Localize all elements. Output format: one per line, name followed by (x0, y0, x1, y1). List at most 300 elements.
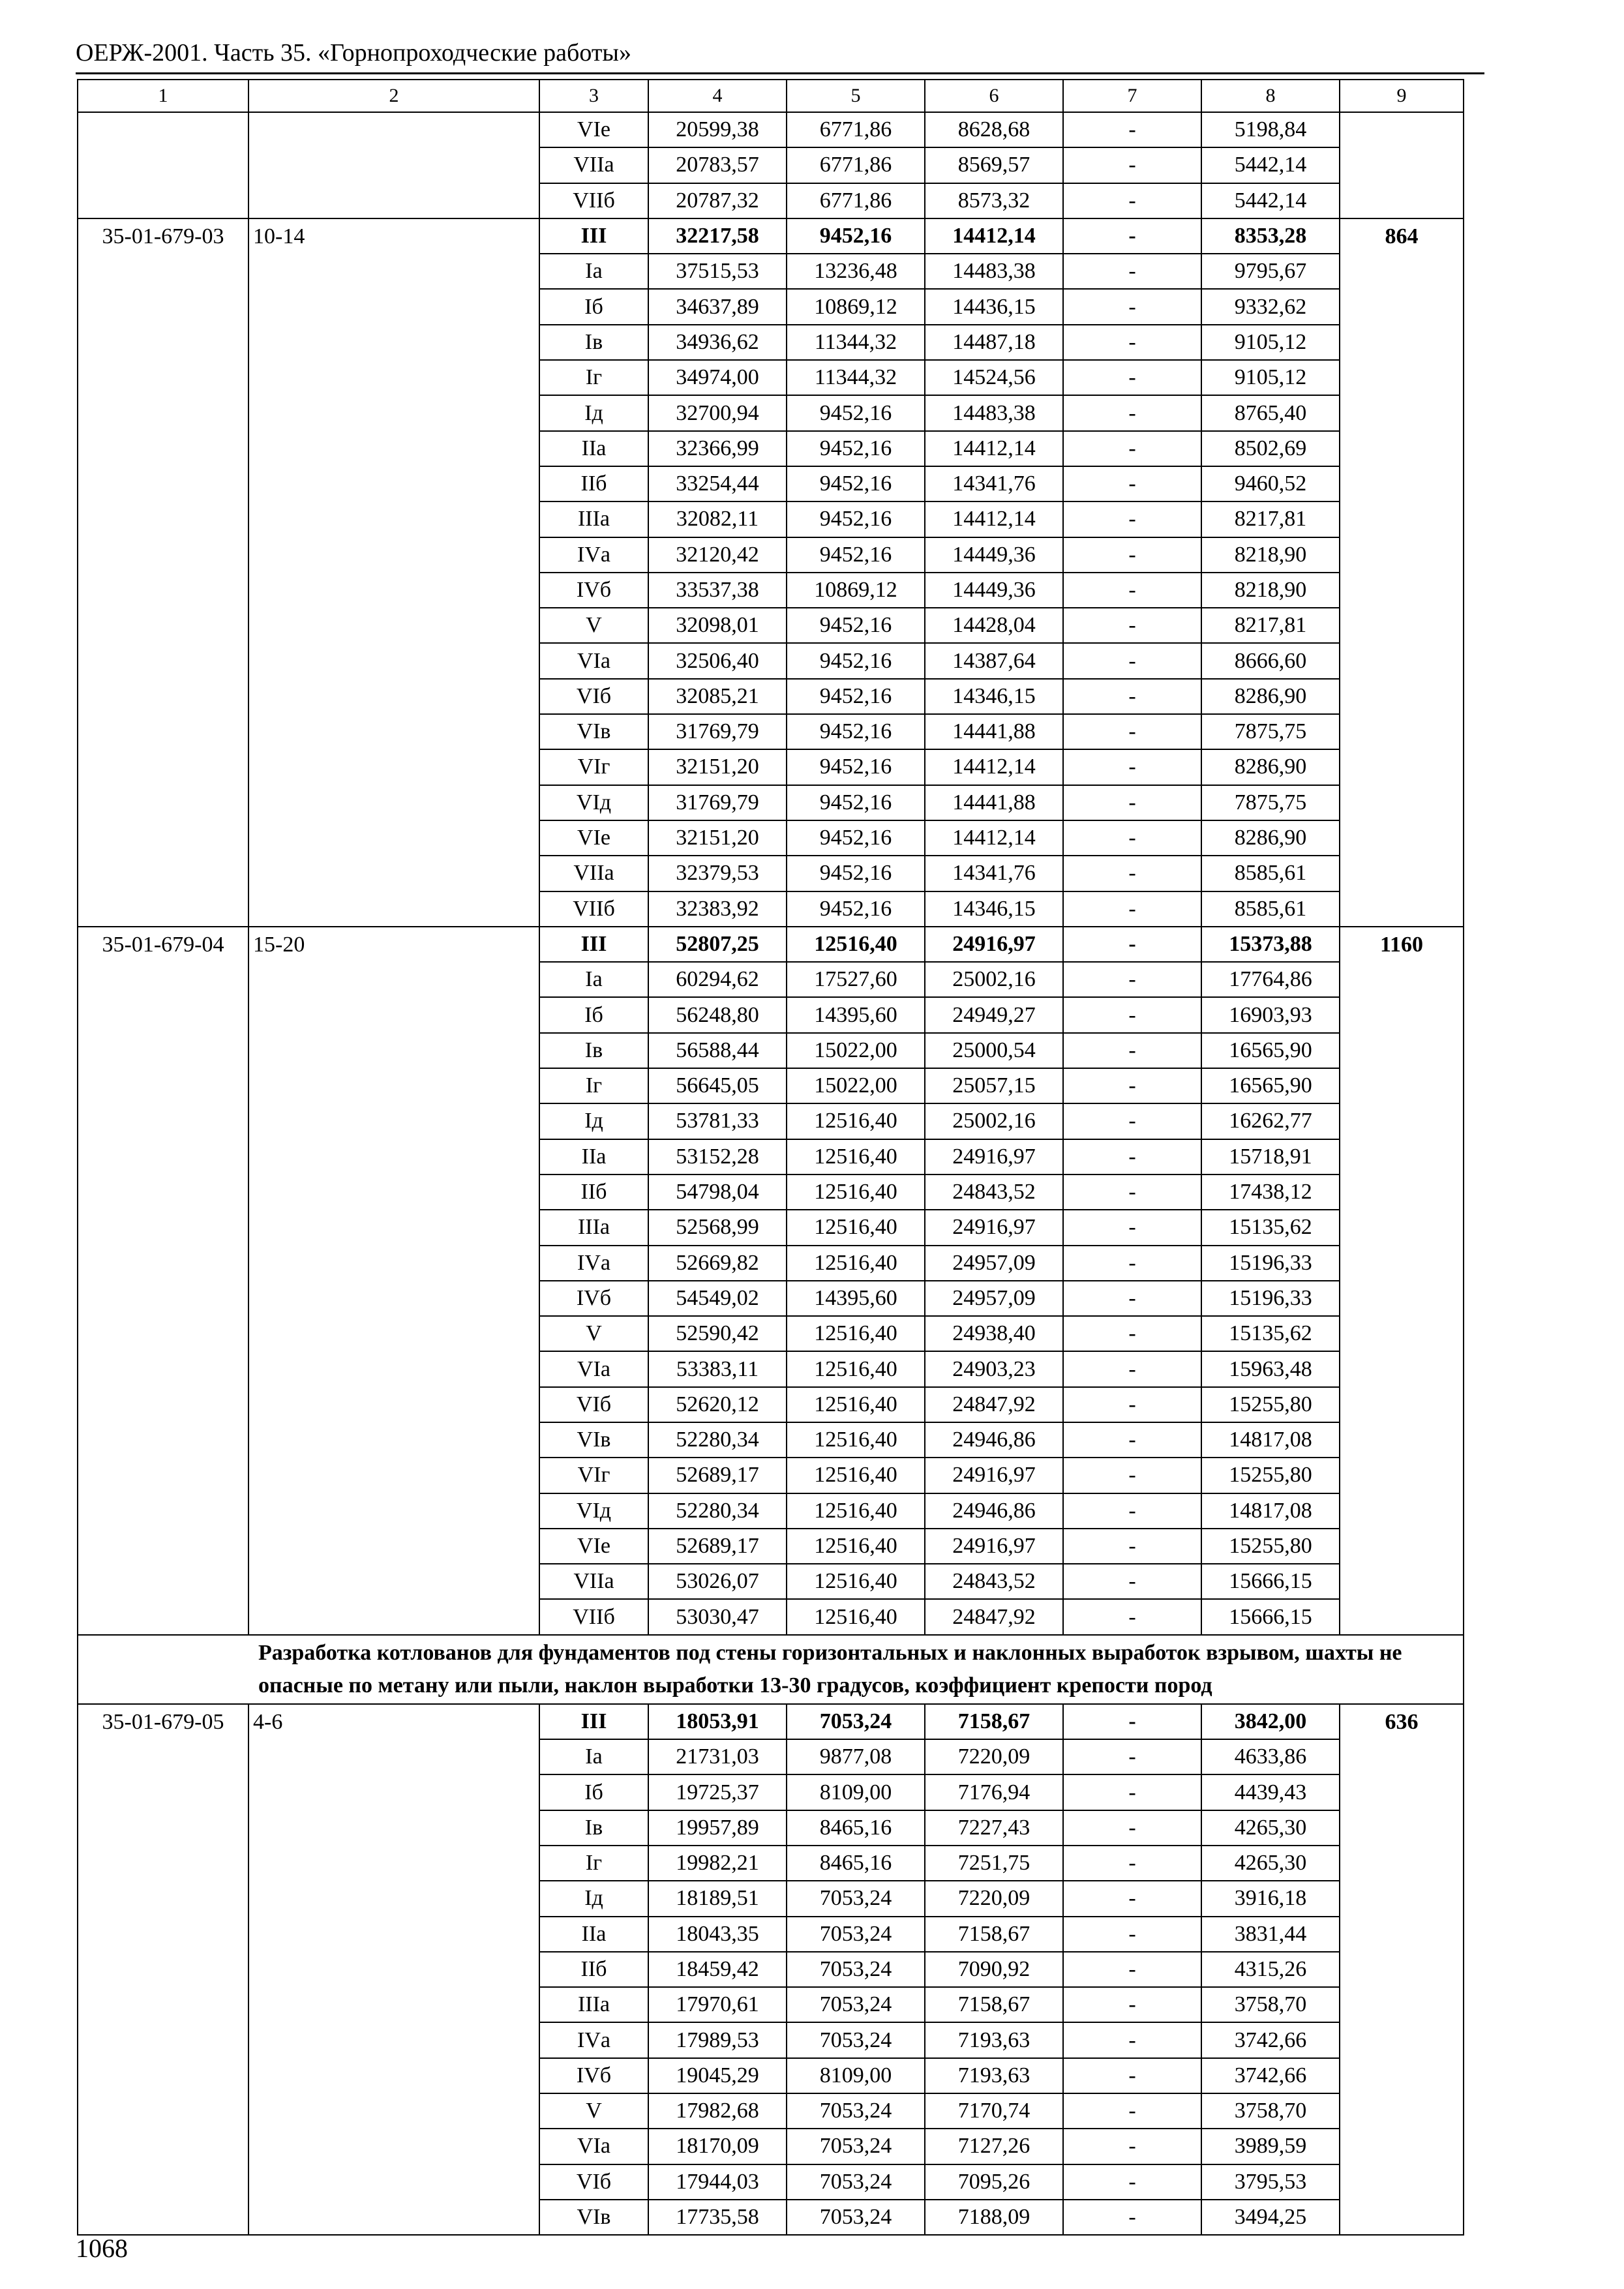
labor-cost-cell: 8465,16 (787, 1846, 925, 1881)
materials-cost-cell: 4265,30 (1201, 1810, 1340, 1846)
materials-cost-cell: 4633,86 (1201, 1739, 1340, 1774)
materials-cost-cell: 3842,00 (1201, 1704, 1340, 1739)
total-cost-cell: 32151,20 (648, 749, 787, 785)
materials-cost-cell: 4439,43 (1201, 1774, 1340, 1810)
driver-cost-cell: - (1063, 1246, 1201, 1281)
materials-cost-cell: 8353,28 (1201, 218, 1340, 254)
machine-cost-cell: 24957,09 (925, 1246, 1063, 1281)
total-cost-cell: 60294,62 (648, 962, 787, 997)
driver-cost-cell: - (1063, 2129, 1201, 2164)
materials-cost-cell: 15255,80 (1201, 1529, 1340, 1564)
total-cost-cell: 31769,79 (648, 714, 787, 749)
labor-cost-cell: 12516,40 (787, 1458, 925, 1493)
materials-cost-cell: 8502,69 (1201, 431, 1340, 466)
labor-cost-cell: 9452,16 (787, 749, 925, 785)
materials-cost-cell: 15666,15 (1201, 1599, 1340, 1634)
machine-cost-cell: 24916,97 (925, 1458, 1063, 1493)
materials-cost-cell: 7875,75 (1201, 714, 1340, 749)
labor-cost-cell: 9452,16 (787, 891, 925, 927)
machine-cost-cell: 7176,94 (925, 1774, 1063, 1810)
total-cost-cell: 17944,03 (648, 2164, 787, 2200)
total-cost-cell: 34936,62 (648, 325, 787, 360)
category-cell: IVб (539, 1281, 648, 1316)
total-cost-cell: 32379,53 (648, 856, 787, 891)
total-cost-cell: 32700,94 (648, 395, 787, 430)
category-cell: Iб (539, 997, 648, 1032)
machine-cost-cell: 7095,26 (925, 2164, 1063, 2200)
materials-cost-cell: 3989,59 (1201, 2129, 1340, 2164)
category-cell: Iд (539, 395, 648, 430)
materials-cost-cell: 9105,12 (1201, 325, 1340, 360)
labor-cost-cell: 6771,86 (787, 147, 925, 183)
category-cell: VIе (539, 1529, 648, 1564)
materials-cost-cell: 9795,67 (1201, 254, 1340, 289)
machine-cost-cell: 24916,97 (925, 1139, 1063, 1174)
category-cell: IIа (539, 431, 648, 466)
driver-cost-cell: - (1063, 1493, 1201, 1529)
machine-cost-cell: 7127,26 (925, 2129, 1063, 2164)
labor-cost-cell: 9452,16 (787, 537, 925, 573)
total-cost-cell: 52280,34 (648, 1493, 787, 1529)
machine-cost-cell: 14524,56 (925, 360, 1063, 395)
category-cell: VIIб (539, 183, 648, 218)
total-cost-cell: 20787,32 (648, 183, 787, 218)
machine-cost-cell: 14436,15 (925, 289, 1063, 324)
category-cell: IVб (539, 2058, 648, 2093)
driver-cost-cell: - (1063, 147, 1201, 183)
materials-cost-cell: 3758,70 (1201, 2093, 1340, 2129)
driver-cost-cell: - (1063, 679, 1201, 714)
category-cell: IIIа (539, 1987, 648, 2022)
driver-cost-cell: - (1063, 1529, 1201, 1564)
category-cell: VIIб (539, 891, 648, 927)
machine-cost-cell: 14346,15 (925, 679, 1063, 714)
machine-cost-cell: 14387,64 (925, 643, 1063, 678)
driver-cost-cell: - (1063, 466, 1201, 501)
labor-cost-cell: 15022,00 (787, 1068, 925, 1103)
machine-cost-cell: 7188,09 (925, 2200, 1063, 2235)
labor-cost-cell: 6771,86 (787, 183, 925, 218)
table-row (78, 927, 1464, 962)
machine-cost-cell: 14341,76 (925, 466, 1063, 501)
labor-cost-cell: 7053,24 (787, 1881, 925, 1916)
category-cell: III (539, 218, 648, 254)
materials-cost-cell: 8217,81 (1201, 608, 1340, 643)
driver-cost-cell: - (1063, 395, 1201, 430)
machine-cost-cell: 24843,52 (925, 1564, 1063, 1599)
total-cost-cell: 34637,89 (648, 289, 787, 324)
total-cost-cell: 32082,11 (648, 501, 787, 537)
machine-cost-cell: 25057,15 (925, 1068, 1063, 1103)
labor-cost-cell: 9877,08 (787, 1739, 925, 1774)
column9-cell: 864 (1340, 218, 1464, 927)
page-number: 1068 (76, 2234, 128, 2263)
category-cell: Iа (539, 962, 648, 997)
machine-cost-cell: 24916,97 (925, 1529, 1063, 1564)
materials-cost-cell: 14817,08 (1201, 1422, 1340, 1458)
driver-cost-cell: - (1063, 785, 1201, 820)
machine-cost-cell: 14412,14 (925, 218, 1063, 254)
materials-cost-cell: 3742,66 (1201, 2022, 1340, 2057)
category-cell: IIб (539, 1174, 648, 1210)
machine-cost-cell: 7193,63 (925, 2022, 1063, 2057)
range-cell: 15-20 (248, 927, 539, 1635)
labor-cost-cell: 10869,12 (787, 573, 925, 608)
materials-cost-cell: 15963,48 (1201, 1351, 1340, 1386)
total-cost-cell: 20783,57 (648, 147, 787, 183)
category-cell: IVа (539, 2022, 648, 2057)
materials-cost-cell: 3494,25 (1201, 2200, 1340, 2235)
category-cell: V (539, 1316, 648, 1351)
machine-cost-cell: 24946,86 (925, 1422, 1063, 1458)
category-cell: IIIа (539, 1210, 648, 1245)
category-cell: IIб (539, 1952, 648, 1987)
machine-cost-cell: 14412,14 (925, 820, 1063, 856)
total-cost-cell: 19982,21 (648, 1846, 787, 1881)
category-cell: Iв (539, 325, 648, 360)
column9-cell: 636 (1340, 1704, 1464, 2235)
category-cell: Iд (539, 1103, 648, 1139)
materials-cost-cell: 16565,90 (1201, 1033, 1340, 1068)
category-cell: VIг (539, 1458, 648, 1493)
driver-cost-cell: - (1063, 1952, 1201, 1987)
total-cost-cell: 52590,42 (648, 1316, 787, 1351)
total-cost-cell: 33537,38 (648, 573, 787, 608)
rate-code-cell: 35-01-679-04 (78, 927, 248, 1635)
total-cost-cell: 19957,89 (648, 1810, 787, 1846)
labor-cost-cell: 12516,40 (787, 1174, 925, 1210)
driver-cost-cell: - (1063, 749, 1201, 785)
rate-code-cell: 35-01-679-03 (78, 218, 248, 927)
driver-cost-cell: - (1063, 643, 1201, 678)
materials-cost-cell: 8286,90 (1201, 679, 1340, 714)
driver-cost-cell: - (1063, 1704, 1201, 1739)
category-cell: V (539, 2093, 648, 2129)
labor-cost-cell: 12516,40 (787, 1103, 925, 1139)
category-cell: Iг (539, 1846, 648, 1881)
materials-cost-cell: 8286,90 (1201, 749, 1340, 785)
category-cell: IVб (539, 573, 648, 608)
range-cell: 10-14 (248, 218, 539, 927)
total-cost-cell: 32383,92 (648, 891, 787, 927)
materials-cost-cell: 17438,12 (1201, 1174, 1340, 1210)
driver-cost-cell: - (1063, 1210, 1201, 1245)
labor-cost-cell: 15022,00 (787, 1033, 925, 1068)
materials-cost-cell: 8218,90 (1201, 573, 1340, 608)
machine-cost-cell: 14412,14 (925, 501, 1063, 537)
table-row (78, 218, 1464, 254)
category-cell: Iа (539, 1739, 648, 1774)
category-cell: VIIа (539, 147, 648, 183)
category-cell: IIIа (539, 501, 648, 537)
range-cell (248, 112, 539, 218)
materials-cost-cell: 9460,52 (1201, 466, 1340, 501)
materials-cost-cell: 15255,80 (1201, 1458, 1340, 1493)
driver-cost-cell: - (1063, 1387, 1201, 1422)
total-cost-cell: 52620,12 (648, 1387, 787, 1422)
driver-cost-cell: - (1063, 1422, 1201, 1458)
materials-cost-cell: 5442,14 (1201, 183, 1340, 218)
driver-cost-cell: - (1063, 573, 1201, 608)
labor-cost-cell: 9452,16 (787, 608, 925, 643)
machine-cost-cell: 14441,88 (925, 785, 1063, 820)
machine-cost-cell: 7170,74 (925, 2093, 1063, 2129)
category-cell: VIа (539, 1351, 648, 1386)
rate-code-cell (78, 112, 248, 218)
machine-cost-cell: 24847,92 (925, 1599, 1063, 1634)
driver-cost-cell: - (1063, 2058, 1201, 2093)
category-cell: VIIа (539, 1564, 648, 1599)
labor-cost-cell: 10869,12 (787, 289, 925, 324)
materials-cost-cell: 16903,93 (1201, 997, 1340, 1032)
section-caption: Разработка котлованов для фундаментов под стены горизонтальных и наклонных выработок взрывом, шахты не опасные по метану или пыли, наклон выработки 13-30 градусов, коэффициент крепости пород (78, 1635, 1464, 1704)
category-cell: Iб (539, 289, 648, 324)
labor-cost-cell: 6771,86 (787, 112, 925, 147)
category-cell: VIв (539, 714, 648, 749)
machine-cost-cell: 7158,67 (925, 1987, 1063, 2022)
materials-cost-cell: 8218,90 (1201, 537, 1340, 573)
driver-cost-cell: - (1063, 501, 1201, 537)
labor-cost-cell: 9452,16 (787, 395, 925, 430)
driver-cost-cell: - (1063, 1564, 1201, 1599)
category-cell: Iг (539, 360, 648, 395)
labor-cost-cell: 11344,32 (787, 360, 925, 395)
driver-cost-cell: - (1063, 1033, 1201, 1068)
labor-cost-cell: 12516,40 (787, 1210, 925, 1245)
labor-cost-cell: 12516,40 (787, 1316, 925, 1351)
driver-cost-cell: - (1063, 325, 1201, 360)
labor-cost-cell: 9452,16 (787, 501, 925, 537)
driver-cost-cell: - (1063, 714, 1201, 749)
driver-cost-cell: - (1063, 891, 1201, 927)
category-cell: VIд (539, 1493, 648, 1529)
machine-cost-cell: 7220,09 (925, 1739, 1063, 1774)
column-number-header: 1 (78, 80, 248, 112)
labor-cost-cell: 14395,60 (787, 997, 925, 1032)
rate-code-cell: 35-01-679-05 (78, 1704, 248, 2235)
driver-cost-cell: - (1063, 1739, 1201, 1774)
materials-cost-cell: 3916,18 (1201, 1881, 1340, 1916)
total-cost-cell: 33254,44 (648, 466, 787, 501)
total-cost-cell: 19045,29 (648, 2058, 787, 2093)
driver-cost-cell: - (1063, 1810, 1201, 1846)
machine-cost-cell: 14483,38 (925, 395, 1063, 430)
driver-cost-cell: - (1063, 431, 1201, 466)
labor-cost-cell: 7053,24 (787, 2093, 925, 2129)
total-cost-cell: 56588,44 (648, 1033, 787, 1068)
total-cost-cell: 53026,07 (648, 1564, 787, 1599)
machine-cost-cell: 14449,36 (925, 537, 1063, 573)
machine-cost-cell: 24957,09 (925, 1281, 1063, 1316)
total-cost-cell: 54798,04 (648, 1174, 787, 1210)
machine-cost-cell: 14346,15 (925, 891, 1063, 927)
machine-cost-cell: 24916,97 (925, 1210, 1063, 1245)
materials-cost-cell: 3831,44 (1201, 1917, 1340, 1952)
machine-cost-cell: 8573,32 (925, 183, 1063, 218)
driver-cost-cell: - (1063, 1774, 1201, 1810)
labor-cost-cell: 14395,60 (787, 1281, 925, 1316)
labor-cost-cell: 12516,40 (787, 1422, 925, 1458)
materials-cost-cell: 15196,33 (1201, 1281, 1340, 1316)
labor-cost-cell: 11344,32 (787, 325, 925, 360)
total-cost-cell: 52280,34 (648, 1422, 787, 1458)
category-cell: VIб (539, 1387, 648, 1422)
total-cost-cell: 32151,20 (648, 820, 787, 856)
labor-cost-cell: 7053,24 (787, 1952, 925, 1987)
labor-cost-cell: 7053,24 (787, 1987, 925, 2022)
driver-cost-cell: - (1063, 1281, 1201, 1316)
total-cost-cell: 53383,11 (648, 1351, 787, 1386)
machine-cost-cell: 14487,18 (925, 325, 1063, 360)
column-number-header: 8 (1201, 80, 1340, 112)
total-cost-cell: 52568,99 (648, 1210, 787, 1245)
total-cost-cell: 52689,17 (648, 1529, 787, 1564)
driver-cost-cell: - (1063, 927, 1201, 962)
category-cell: Iд (539, 1881, 648, 1916)
machine-cost-cell: 14412,14 (925, 431, 1063, 466)
total-cost-cell: 53781,33 (648, 1103, 787, 1139)
total-cost-cell: 53030,47 (648, 1599, 787, 1634)
machine-cost-cell: 25002,16 (925, 962, 1063, 997)
driver-cost-cell: - (1063, 820, 1201, 856)
rates-table-container (77, 79, 1464, 2236)
total-cost-cell: 52689,17 (648, 1458, 787, 1493)
machine-cost-cell: 24847,92 (925, 1387, 1063, 1422)
labor-cost-cell: 12516,40 (787, 1564, 925, 1599)
total-cost-cell: 20599,38 (648, 112, 787, 147)
category-cell: VIIб (539, 1599, 648, 1634)
driver-cost-cell: - (1063, 2022, 1201, 2057)
materials-cost-cell: 15666,15 (1201, 1564, 1340, 1599)
column-number-header: 4 (648, 80, 787, 112)
driver-cost-cell: - (1063, 1351, 1201, 1386)
materials-cost-cell: 3742,66 (1201, 2058, 1340, 2093)
category-cell: IIб (539, 466, 648, 501)
machine-cost-cell: 7158,67 (925, 1704, 1063, 1739)
driver-cost-cell: - (1063, 1458, 1201, 1493)
materials-cost-cell: 14817,08 (1201, 1493, 1340, 1529)
category-cell: IIа (539, 1917, 648, 1952)
category-cell: Iа (539, 254, 648, 289)
category-cell: IIа (539, 1139, 648, 1174)
category-cell: VIе (539, 112, 648, 147)
labor-cost-cell: 7053,24 (787, 1704, 925, 1739)
total-cost-cell: 21731,03 (648, 1739, 787, 1774)
machine-cost-cell: 25002,16 (925, 1103, 1063, 1139)
category-cell: V (539, 608, 648, 643)
driver-cost-cell: - (1063, 1881, 1201, 1916)
total-cost-cell: 52669,82 (648, 1246, 787, 1281)
total-cost-cell: 54549,02 (648, 1281, 787, 1316)
driver-cost-cell: - (1063, 1174, 1201, 1210)
machine-cost-cell: 7090,92 (925, 1952, 1063, 1987)
page-header: ОЕРЖ-2001. Часть 35. «Горнопроходческие работы» (76, 39, 631, 67)
materials-cost-cell: 3758,70 (1201, 1987, 1340, 2022)
column9-cell: 1160 (1340, 927, 1464, 1635)
category-cell: VIе (539, 820, 648, 856)
materials-cost-cell: 15196,33 (1201, 1246, 1340, 1281)
category-cell: VIб (539, 2164, 648, 2200)
machine-cost-cell: 8569,57 (925, 147, 1063, 183)
materials-cost-cell: 4315,26 (1201, 1952, 1340, 1987)
total-cost-cell: 17735,58 (648, 2200, 787, 2235)
driver-cost-cell: - (1063, 1917, 1201, 1952)
total-cost-cell: 19725,37 (648, 1774, 787, 1810)
machine-cost-cell: 14449,36 (925, 573, 1063, 608)
materials-cost-cell: 4265,30 (1201, 1846, 1340, 1881)
labor-cost-cell: 9452,16 (787, 431, 925, 466)
driver-cost-cell: - (1063, 254, 1201, 289)
materials-cost-cell: 8217,81 (1201, 501, 1340, 537)
machine-cost-cell: 24949,27 (925, 997, 1063, 1032)
category-cell: VIг (539, 749, 648, 785)
total-cost-cell: 17989,53 (648, 2022, 787, 2057)
driver-cost-cell: - (1063, 183, 1201, 218)
materials-cost-cell: 8765,40 (1201, 395, 1340, 430)
labor-cost-cell: 12516,40 (787, 1529, 925, 1564)
total-cost-cell: 52807,25 (648, 927, 787, 962)
table-row (78, 1704, 1464, 1739)
column-number-header: 7 (1063, 80, 1201, 112)
labor-cost-cell: 7053,24 (787, 1917, 925, 1952)
machine-cost-cell: 8628,68 (925, 112, 1063, 147)
labor-cost-cell: 9452,16 (787, 714, 925, 749)
labor-cost-cell: 9452,16 (787, 218, 925, 254)
category-cell: VIа (539, 2129, 648, 2164)
labor-cost-cell: 17527,60 (787, 962, 925, 997)
table-row (78, 112, 1464, 147)
category-cell: Iб (539, 1774, 648, 1810)
total-cost-cell: 37515,53 (648, 254, 787, 289)
rates-table (77, 79, 1464, 2236)
materials-cost-cell: 5442,14 (1201, 147, 1340, 183)
labor-cost-cell: 12516,40 (787, 1493, 925, 1529)
column9-cell (1340, 112, 1464, 218)
driver-cost-cell: - (1063, 997, 1201, 1032)
materials-cost-cell: 8666,60 (1201, 643, 1340, 678)
total-cost-cell: 18170,09 (648, 2129, 787, 2164)
driver-cost-cell: - (1063, 1103, 1201, 1139)
category-cell: IVа (539, 537, 648, 573)
driver-cost-cell: - (1063, 2093, 1201, 2129)
labor-cost-cell: 7053,24 (787, 2129, 925, 2164)
materials-cost-cell: 8585,61 (1201, 856, 1340, 891)
machine-cost-cell: 14483,38 (925, 254, 1063, 289)
labor-cost-cell: 12516,40 (787, 1387, 925, 1422)
labor-cost-cell: 7053,24 (787, 2022, 925, 2057)
category-cell: III (539, 927, 648, 962)
machine-cost-cell: 24903,23 (925, 1351, 1063, 1386)
driver-cost-cell: - (1063, 537, 1201, 573)
total-cost-cell: 32217,58 (648, 218, 787, 254)
labor-cost-cell: 9452,16 (787, 785, 925, 820)
machine-cost-cell: 7193,63 (925, 2058, 1063, 2093)
category-cell: Iв (539, 1033, 648, 1068)
driver-cost-cell: - (1063, 112, 1201, 147)
driver-cost-cell: - (1063, 1987, 1201, 2022)
driver-cost-cell: - (1063, 289, 1201, 324)
total-cost-cell: 32085,21 (648, 679, 787, 714)
labor-cost-cell: 9452,16 (787, 643, 925, 678)
category-cell: Iг (539, 1068, 648, 1103)
labor-cost-cell: 7053,24 (787, 2200, 925, 2235)
total-cost-cell: 18459,42 (648, 1952, 787, 1987)
driver-cost-cell: - (1063, 1599, 1201, 1634)
driver-cost-cell: - (1063, 1846, 1201, 1881)
machine-cost-cell: 7227,43 (925, 1810, 1063, 1846)
category-cell: VIв (539, 1422, 648, 1458)
machine-cost-cell: 24946,86 (925, 1493, 1063, 1529)
